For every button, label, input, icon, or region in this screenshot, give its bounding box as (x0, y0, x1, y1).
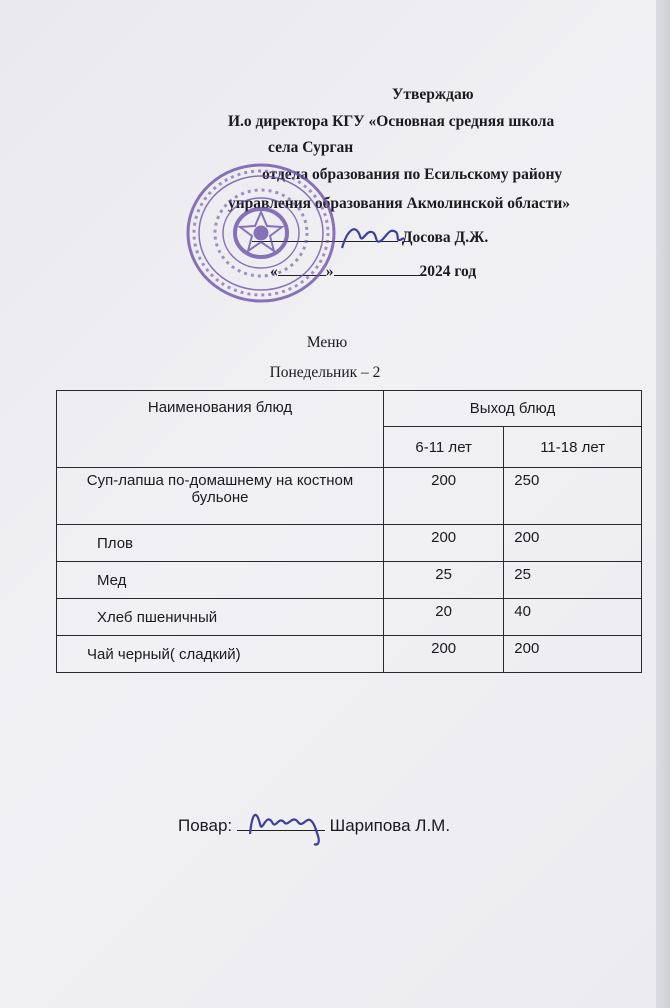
approve-heading: Утверждаю (392, 86, 474, 103)
department-name: отдела образования по Есильскому району (262, 166, 563, 183)
table-header-row (57, 391, 642, 427)
cook-signature (244, 800, 328, 848)
cook-name: Шарипова Л.М. (329, 816, 451, 835)
director-name: Досова Д.Ж. (401, 229, 489, 246)
portion-11-18: 200 (504, 636, 642, 673)
date-quote-close: » (325, 263, 334, 280)
portion-11-18: 40 (504, 599, 642, 636)
menu-day: Понедельник – 2 (269, 364, 381, 381)
village-name: села Сурган (268, 139, 354, 156)
dish-name: Суп-лапша по-домашнему на костном бульоне (57, 468, 384, 525)
portion-6-11: 200 (384, 468, 504, 525)
month-blank (334, 275, 420, 276)
age-group-2: 11-18 лет (504, 427, 642, 468)
table-row (57, 636, 642, 673)
portion-11-18: 25 (504, 562, 642, 599)
director-signature (338, 220, 408, 254)
dish-name: Мед (57, 562, 384, 599)
approval-year: 2024 год (419, 263, 477, 280)
header-output: Выход блюд (384, 391, 642, 427)
portion-11-18: 200 (504, 525, 642, 562)
official-stamp (183, 160, 339, 306)
dish-name: Чай черный( сладкий) (57, 636, 384, 673)
date-quote-open: « (270, 263, 278, 280)
director-position: И.о директора КГУ «Основная средняя школа (228, 113, 555, 130)
portion-6-11: 20 (384, 599, 504, 636)
menu-table (56, 390, 642, 673)
dish-name: Хлеб пшеничный (57, 599, 384, 636)
dish-name: Плов (57, 525, 384, 562)
header-dish: Наименования блюд (57, 391, 384, 468)
portion-11-18: 250 (504, 468, 642, 525)
table-row (57, 525, 642, 562)
portion-6-11: 200 (384, 525, 504, 562)
cook-label: Повар: (178, 816, 233, 835)
portion-6-11: 200 (384, 636, 504, 673)
menu-title: Меню (306, 334, 348, 351)
age-group-1: 6-11 лет (384, 427, 504, 468)
table-row (57, 599, 642, 636)
table-row (57, 562, 642, 599)
portion-6-11: 25 (384, 562, 504, 599)
administration-name: управления образования Акмолинской области» (228, 195, 571, 212)
table-row (57, 468, 642, 525)
